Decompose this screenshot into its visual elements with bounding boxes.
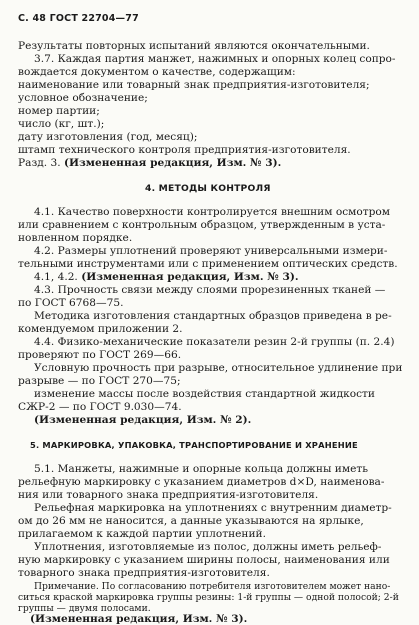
text-line: число (кг, шт.); <box>18 118 105 130</box>
text-line: СЖР-2 — по ГОСТ 9.030—74. <box>18 401 182 413</box>
text-line: разрыве — по ГОСТ 270—75; <box>18 375 181 387</box>
section-ref: 4.1, 4.2. <box>34 271 78 283</box>
text-line: ом до 26 мм не наносится, а данные указываются на ярлыке, <box>18 515 364 527</box>
text-line: номер партии; <box>18 105 100 117</box>
section-ref: Разд. 3. <box>18 157 61 169</box>
text-line: вождается документом о качестве, содержащим: <box>18 66 296 78</box>
text-line: условное обозначение; <box>18 92 148 104</box>
text-line: штамп технического контроля предприятия-изготовителя. <box>18 144 351 156</box>
text-line: ную маркировку с указанием ширины полосы, наименования или <box>18 554 390 566</box>
amendment-line <box>34 271 299 283</box>
text-line: Методика изготовления стандартных образцов приведена в ре- <box>34 310 392 322</box>
text-line: Рельефная маркировка на уплотнениях с внутренним диаметр- <box>34 502 392 514</box>
amendment-note: (Измененная редакция, Изм. № 2). <box>34 414 252 426</box>
text-line: 4.1. Качество поверхности контролируется внешним осмотром <box>34 206 391 218</box>
text-line: 3.7. Каждая партия манжет, нажимных и опорных колец сопро- <box>34 53 396 65</box>
amendment-note: (Измененная редакция, Изм. № 3). <box>81 271 299 283</box>
text-line: ния или товарного знака предприятия-изготовителя. <box>18 489 319 501</box>
text-line: наименование или товарный знак предприятия-изготовителя; <box>18 79 370 91</box>
text-line: новленном порядке. <box>18 232 133 244</box>
note-line: Примечание. По согласованию потребителя изготовителем может нано- <box>34 581 391 592</box>
text-line: 4.4. Физико-механические показатели резин 2-й группы (п. 2.4) <box>34 336 395 348</box>
amendment-line <box>18 157 281 169</box>
text-line: по ГОСТ 6768—75. <box>18 297 124 309</box>
text-line: комендуемом приложении 2. <box>18 323 183 335</box>
amendment-note: (Измененная редакция, Изм. № 3). <box>63 157 282 169</box>
text-line: прилагаемом к каждой партии уплотнений. <box>18 528 266 540</box>
text-line: Уплотнения, изготовляемые из полос, должны иметь рельеф- <box>34 541 382 553</box>
section-heading: 5. МАРКИРОВКА, УПАКОВКА, ТРАНСПОРТИРОВАНИЕ И ХРАНЕНИЕ <box>30 440 358 450</box>
text-line: 5.1. Манжеты, нажимные и опорные кольца должны иметь <box>34 463 368 475</box>
text-line: рельефную маркировку с указанием диаметров d×D, наименова- <box>18 476 385 488</box>
text-line: или сравнением с контрольным образцом, утвержденным в уста- <box>18 219 386 231</box>
text-line: изменение массы после воздействия стандартной жидкости <box>34 388 375 400</box>
text-line: проверяют по ГОСТ 269—66. <box>18 349 182 361</box>
note-line: ситься краской маркировка группы резины: 1-й группы — одной полосой; 2-й <box>18 592 399 603</box>
text-line: 4.2. Размеры уплотнений проверяют универсальными измери- <box>34 245 388 257</box>
text-line: товарного знака предприятия-изготовителя. <box>18 567 270 579</box>
text-line: дату изготовления (год, месяц); <box>18 131 198 143</box>
amendment-note: (Измененная редакция, Изм. № 3). <box>30 613 248 625</box>
note-line: группы — двумя полосами. <box>18 603 151 614</box>
page-header: С. 48 ГОСТ 22704—77 <box>18 13 139 24</box>
text-line: тельными инструментами или с применением оптических средств. <box>18 258 398 270</box>
text-line: Результаты повторных испытаний являются окончательными. <box>18 40 370 52</box>
section-heading: 4. МЕТОДЫ КОНТРОЛЯ <box>145 183 271 194</box>
text-line: 4.3. Прочность связи между слоями прорезиненных тканей — <box>34 284 386 296</box>
text-line: Условную прочность при разрыве, относительное удлинение при <box>34 362 403 374</box>
